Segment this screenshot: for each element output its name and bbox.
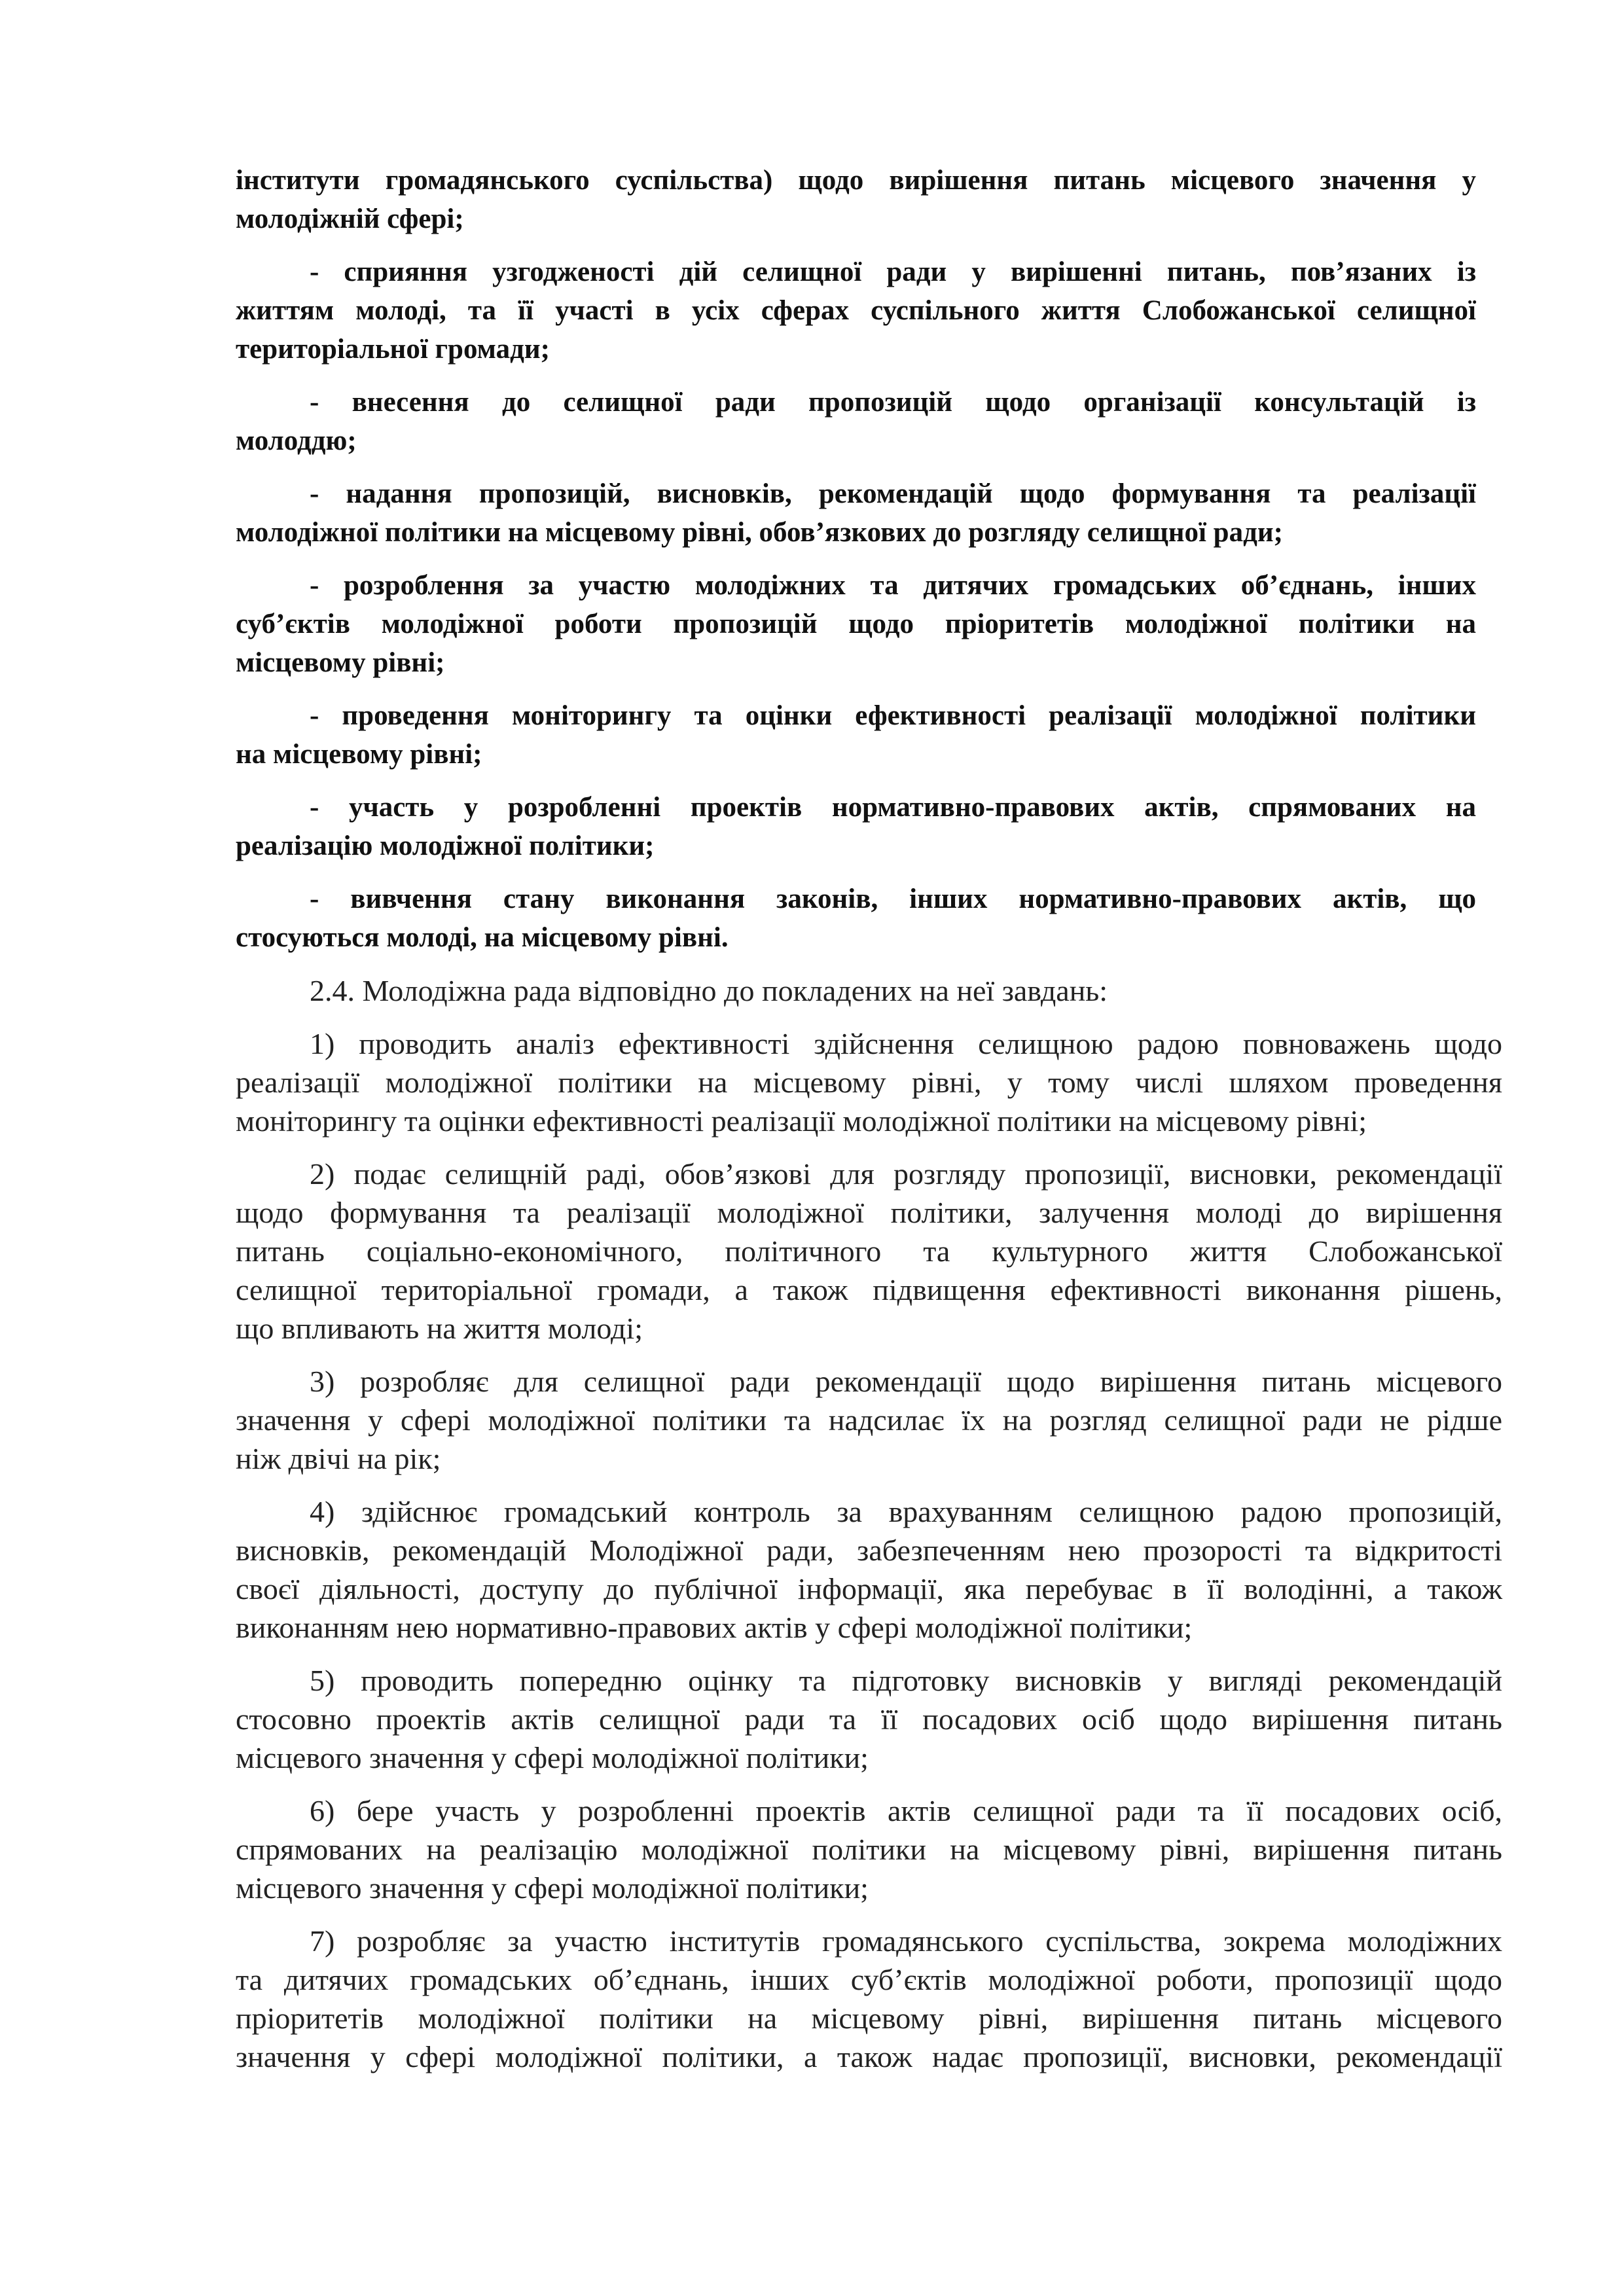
paragraph bbox=[236, 880, 1476, 957]
text-line: питань соціально-економічного, політичного та культурного життя Слобожанської bbox=[236, 1234, 1502, 1268]
text-line: життям молоді, та її участі в усіх сферах суспільного життя Слобожанської селищної bbox=[236, 295, 1476, 326]
text-line: щодо формування та реалізації молодіжної політики, залучення молоді до вирішення bbox=[236, 1196, 1502, 1229]
text-line: моніторингу та оцінки ефективності реалізації молодіжної політики на місцевому рівні; bbox=[236, 1104, 1367, 1138]
paragraph bbox=[236, 1155, 1502, 1348]
text-line: стосуються молоді, на місцевому рівні. bbox=[236, 922, 729, 953]
text-line: 1) проводить аналіз ефективності здійснення селищною радою повноважень щодо bbox=[310, 1027, 1502, 1060]
text-line: місцевого значення у сфері молодіжної політики; bbox=[236, 1741, 869, 1774]
text-line: що впливають на життя молоді; bbox=[236, 1312, 643, 1345]
text-line: молодіжної політики на місцевому рівні, обов’язкових до розгляду селищної ради; bbox=[236, 517, 1283, 548]
paragraph bbox=[236, 1492, 1502, 1647]
paragraph bbox=[236, 566, 1476, 682]
paragraph bbox=[236, 161, 1476, 238]
text-line: молодіжній сфері; bbox=[236, 204, 464, 234]
paragraph bbox=[236, 696, 1476, 774]
text-line: стосовно проектів актів селищної ради та її посадових осіб щодо вирішення питань bbox=[236, 1702, 1502, 1736]
text-line: реалізації молодіжної політики на місцевому рівні, у тому числі шляхом проведення bbox=[236, 1066, 1502, 1099]
text-line: та дитячих громадських об’єднань, інших суб’єктів молодіжної роботи, пропозиції щодо bbox=[236, 1963, 1502, 1996]
text-line: - сприяння узгодженості дій селищної ради у вирішенні питань, пов’язаних із bbox=[310, 257, 1476, 287]
paragraph bbox=[236, 475, 1476, 552]
text-line: - розроблення за участю молодіжних та дитячих громадських об’єднань, інших bbox=[310, 570, 1476, 601]
text-line: - участь у розробленні проектів нормативно-правових актів, спрямованих на bbox=[310, 792, 1476, 823]
paragraph bbox=[236, 1661, 1502, 1777]
paragraph bbox=[236, 253, 1476, 368]
text-line: - вивчення стану виконання законів, інших нормативно-правових актів, що bbox=[310, 884, 1476, 914]
paragraph bbox=[236, 1024, 1502, 1140]
text-line: - надання пропозицій, висновків, рекомендацій щодо формування та реалізації bbox=[310, 478, 1476, 509]
text-line: місцевому рівні; bbox=[236, 647, 445, 678]
paragraph bbox=[236, 1791, 1502, 1907]
text-line: місцевого значення у сфері молодіжної політики; bbox=[236, 1871, 869, 1905]
text-line: інститути громадянського суспільства) щодо вирішення питань місцевого значення у bbox=[236, 165, 1476, 196]
text-line: значення у сфері молодіжної політики та надсилає їх на розгляд селищної ради не рідше bbox=[236, 1403, 1502, 1437]
text-line: 2) подає селищній раді, обов’язкові для розгляду пропозиції, висновки, рекомендації bbox=[310, 1157, 1502, 1191]
text-line: пріоритетів молодіжної політики на місцевому рівні, вирішення питань місцевого bbox=[236, 2001, 1502, 2035]
text-line: селищної територіальної громади, а також підвищення ефективності виконання рішень, bbox=[236, 1273, 1502, 1306]
text-line: - внесення до селищної ради пропозицій щодо організації консультацій із bbox=[310, 387, 1476, 418]
paragraph bbox=[236, 971, 1502, 1010]
text-line: спрямованих на реалізацію молодіжної політики на місцевому рівні, вирішення питань bbox=[236, 1833, 1502, 1866]
text-line: виконанням нею нормативно-правових актів у сфері молодіжної політики; bbox=[236, 1611, 1193, 1644]
paragraph bbox=[236, 383, 1476, 460]
text-line: значення у сфері молодіжної політики, а також надає пропозиції, висновки, рекомендації bbox=[236, 2040, 1502, 2073]
text-line: 7) розробляє за участю інститутів громадянського суспільства, зокрема молодіжних bbox=[310, 1924, 1502, 1958]
text-line: 4) здійснює громадський контроль за врахуванням селищною радою пропозицій, bbox=[310, 1495, 1502, 1528]
text-line: молоддю; bbox=[236, 425, 357, 456]
text-line: реалізацію молодіжної політики; bbox=[236, 831, 655, 861]
text-line: своєї діяльності, доступу до публічної інформації, яка перебуває в її володінні, а також bbox=[236, 1572, 1502, 1605]
text-line: висновків, рекомендацій Молодіжної ради, забезпеченням нею прозорості та відкритості bbox=[236, 1534, 1502, 1567]
text-line: - проведення моніторингу та оцінки ефективності реалізації молодіжної політики bbox=[310, 700, 1476, 731]
paragraph bbox=[236, 1922, 1502, 2076]
text-line: 5) проводить попередню оцінку та підготовку висновків у вигляді рекомендацій bbox=[310, 1664, 1502, 1697]
text-line: 3) розробляє для селищної ради рекомендації щодо вирішення питань місцевого bbox=[310, 1365, 1502, 1398]
text-line: 2.4. Молодіжна рада відповідно до покладених на неї завдань: bbox=[310, 974, 1108, 1007]
document-page bbox=[236, 161, 1502, 2090]
text-line: ніж двічі на рік; bbox=[236, 1442, 441, 1475]
paragraph bbox=[236, 1362, 1502, 1478]
text-line: 6) бере участь у розробленні проектів актів селищної ради та її посадових осіб, bbox=[310, 1794, 1502, 1827]
paragraph bbox=[236, 788, 1476, 865]
text-line: територіальної громади; bbox=[236, 334, 550, 365]
text-line: на місцевому рівні; bbox=[236, 739, 482, 770]
text-line: суб’єктів молодіжної роботи пропозицій щодо пріоритетів молодіжної політики на bbox=[236, 609, 1476, 639]
